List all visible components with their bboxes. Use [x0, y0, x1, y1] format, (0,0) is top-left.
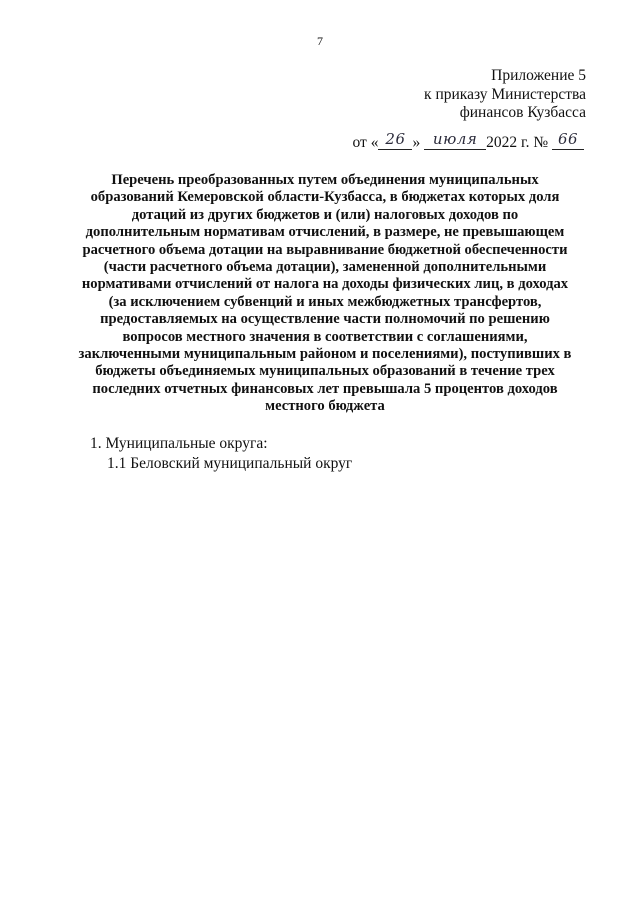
- page-number: 7: [317, 34, 323, 48]
- appendix-line: финансов Кузбасса: [459, 104, 586, 121]
- handwritten-month: июля: [424, 135, 486, 150]
- title-line: заключенными муниципальным районом и поселениями), поступивших в: [78, 346, 572, 363]
- appendix-line: Приложение 5: [491, 67, 586, 84]
- title-line: (части расчетного объема дотации), замененной дополнительными: [103, 259, 547, 276]
- title-line: последних отчетных финансовых лет превышала 5 процентов доходов: [92, 380, 558, 397]
- handwritten-order-number: 66: [552, 135, 584, 150]
- title-line: нормативами отчислений от налога на доходы физических лиц, в доходах: [81, 276, 569, 293]
- appendix-header: [424, 67, 586, 123]
- order-year: 2022 г. №: [486, 134, 549, 151]
- order-date-line: [352, 130, 584, 152]
- appendix-line: к приказу Министерства: [424, 85, 586, 103]
- handwritten-day: 26: [378, 135, 412, 150]
- title-line: образований Кемеровской области-Кузбасса, в бюджетах которых доля: [90, 189, 560, 206]
- title-line: (за исключением субвенций и иных межбюджетных трансфертов,: [108, 293, 542, 310]
- order-mid: »: [412, 134, 421, 151]
- title-line: вопросов местного значения в соответствии с соглашениями,: [122, 328, 528, 345]
- document-title: [70, 172, 580, 416]
- title-line: предоставляемых на осуществление части полномочий по решению: [100, 311, 550, 328]
- list-subitem: 1.1 Беловский муниципальный округ: [107, 455, 353, 472]
- title-line: Перечень преобразованных путем объединения муниципальных: [111, 172, 539, 188]
- list-item: 1. Муниципальные округа:: [90, 435, 268, 452]
- order-prefix: от «: [352, 134, 379, 151]
- title-line: дотаций из других бюджетов и (или) налоговых доходов по: [131, 206, 519, 223]
- title-line: бюджеты объединяемых муниципальных образований в течение трех: [95, 363, 555, 380]
- municipality-list: [90, 434, 352, 474]
- title-line: расчетного объема дотации на выравнивание бюджетной обеспеченности: [82, 241, 568, 258]
- title-line: дополнительным нормативам отчислений, в размере, не превышающем: [85, 224, 565, 241]
- title-line: местного бюджета: [265, 398, 385, 415]
